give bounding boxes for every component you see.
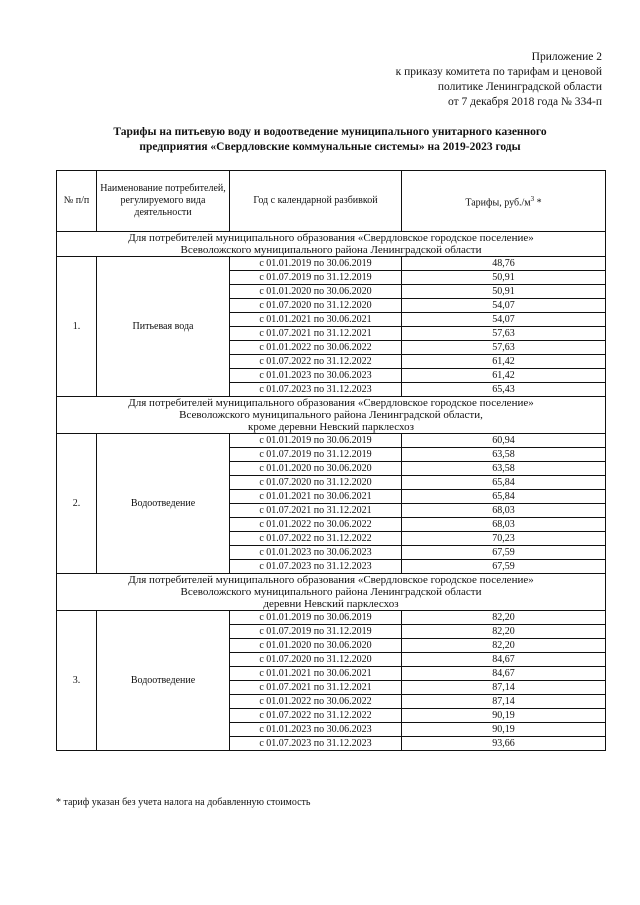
table-row: [57, 257, 606, 271]
period-cell: с 01.07.2022 по 31.12.2022: [230, 709, 402, 723]
period-cell: с 01.07.2023 по 31.12.2023: [230, 737, 402, 751]
footnote: * тариф указан без учета налога на добавленную стоимость: [56, 797, 311, 808]
period-cell: с 01.01.2019 по 30.06.2019: [230, 257, 402, 271]
tariff-cell: 65,84: [402, 476, 606, 490]
tariff-cell: 90,19: [402, 709, 606, 723]
tariff-cell: 84,67: [402, 667, 606, 681]
tariff-cell: 61,42: [402, 369, 606, 383]
period-cell: с 01.07.2021 по 31.12.2021: [230, 681, 402, 695]
period-cell: с 01.01.2021 по 30.06.2021: [230, 313, 402, 327]
header-tariff: [402, 171, 606, 232]
period-cell: с 01.07.2019 по 31.12.2019: [230, 271, 402, 285]
period-cell: с 01.01.2019 по 30.06.2019: [230, 434, 402, 448]
service-name: Водоотведение: [97, 611, 230, 751]
period-cell: с 01.01.2019 по 30.06.2019: [230, 611, 402, 625]
tariff-cell: 54,07: [402, 313, 606, 327]
section-heading: [57, 397, 606, 434]
tariff-cell: 57,63: [402, 327, 606, 341]
appendix-line: Приложение 2: [531, 51, 602, 63]
row-number: 2.: [57, 434, 97, 574]
header-tariff-label: Тарифы, руб./м: [465, 197, 531, 209]
section-heading-line: Всеволожского муниципального района Ленинградской области: [180, 586, 482, 598]
title-line: предприятия «Свердловские коммунальные системы» на 2019-2023 годы: [139, 141, 521, 153]
table-header-row: [57, 171, 606, 232]
section-heading-line: деревни Невский парклесхоз: [263, 598, 399, 610]
service-name: Водоотведение: [97, 434, 230, 574]
section-heading: [57, 232, 606, 257]
period-cell: с 01.07.2023 по 31.12.2023: [230, 383, 402, 397]
tariff-cell: 67,59: [402, 560, 606, 574]
period-cell: с 01.07.2019 по 31.12.2019: [230, 625, 402, 639]
section-heading-row: [57, 397, 606, 434]
period-cell: с 01.01.2020 по 30.06.2020: [230, 285, 402, 299]
tariff-cell: 82,20: [402, 625, 606, 639]
service-name: Питьевая вода: [97, 257, 230, 397]
tariff-cell: 50,91: [402, 271, 606, 285]
tariff-cell: 84,67: [402, 653, 606, 667]
period-cell: с 01.07.2020 по 31.12.2020: [230, 653, 402, 667]
header-num: № п/п: [57, 171, 97, 232]
tariff-cell: 54,07: [402, 299, 606, 313]
tariff-cell: 60,94: [402, 434, 606, 448]
period-cell: с 01.01.2023 по 30.06.2023: [230, 546, 402, 560]
tariff-cell: 65,43: [402, 383, 606, 397]
section-heading-line: Для потребителей муниципального образования «Свердловское городское поселение»: [128, 397, 534, 409]
period-cell: с 01.07.2019 по 31.12.2019: [230, 448, 402, 462]
section-heading-line: Для потребителей муниципального образования «Свердловское городское поселение»: [128, 574, 534, 586]
tariff-cell: 70,23: [402, 532, 606, 546]
table-body: [57, 232, 606, 751]
document-title: [60, 125, 600, 155]
appendix-line: от 7 декабря 2018 года № 334-п: [448, 96, 602, 108]
tariff-cell: 87,14: [402, 681, 606, 695]
period-cell: с 01.07.2020 по 31.12.2020: [230, 476, 402, 490]
header-tariff-sup: 3: [530, 194, 535, 203]
title-line: Тарифы на питьевую воду и водоотведение муниципального унитарного казенного: [113, 126, 547, 138]
period-cell: с 01.07.2020 по 31.12.2020: [230, 299, 402, 313]
period-cell: с 01.07.2022 по 31.12.2022: [230, 355, 402, 369]
tariff-cell: 93,66: [402, 737, 606, 751]
period-cell: с 01.01.2020 по 30.06.2020: [230, 639, 402, 653]
period-cell: с 01.01.2020 по 30.06.2020: [230, 462, 402, 476]
section-heading-row: [57, 232, 606, 257]
row-number: 1.: [57, 257, 97, 397]
period-cell: с 01.01.2021 по 30.06.2021: [230, 490, 402, 504]
section-heading-line: Для потребителей муниципального образования «Свердловское городское поселение»: [128, 232, 534, 244]
section-heading-line: кроме деревни Невский парклесхоз: [248, 421, 414, 433]
tariff-table: [56, 170, 606, 751]
tariff-cell: 65,84: [402, 490, 606, 504]
tariff-cell: 50,91: [402, 285, 606, 299]
header-tariff-mark: *: [534, 197, 542, 209]
period-cell: с 01.07.2021 по 31.12.2021: [230, 327, 402, 341]
section-heading: [57, 574, 606, 611]
tariff-cell: 67,59: [402, 546, 606, 560]
period-cell: с 01.01.2022 по 30.06.2022: [230, 518, 402, 532]
section-heading-line: Всеволожского муниципального района Ленинградской области,: [179, 409, 483, 421]
tariff-cell: 68,03: [402, 518, 606, 532]
tariff-cell: 48,76: [402, 257, 606, 271]
header-name: Наименование потребителей, регулируемого вида деятельности: [97, 171, 230, 232]
period-cell: с 01.07.2022 по 31.12.2022: [230, 532, 402, 546]
section-heading-line: Всеволожского муниципального района Ленинградской области: [180, 244, 482, 256]
period-cell: с 01.01.2022 по 30.06.2022: [230, 341, 402, 355]
tariff-cell: 82,20: [402, 611, 606, 625]
appendix-line: политике Ленинградской области: [437, 81, 602, 93]
tariff-cell: 68,03: [402, 504, 606, 518]
table-row: [57, 611, 606, 625]
tariff-cell: 61,42: [402, 355, 606, 369]
header-period: Год с календарной разбивкой: [230, 171, 402, 232]
tariff-cell: 63,58: [402, 448, 606, 462]
period-cell: с 01.01.2022 по 30.06.2022: [230, 695, 402, 709]
period-cell: с 01.07.2023 по 31.12.2023: [230, 560, 402, 574]
tariff-cell: 82,20: [402, 639, 606, 653]
period-cell: с 01.07.2021 по 31.12.2021: [230, 504, 402, 518]
tariff-cell: 57,63: [402, 341, 606, 355]
tariff-cell: 87,14: [402, 695, 606, 709]
appendix-note: [342, 50, 602, 110]
appendix-line: к приказу комитета по тарифам и ценовой: [395, 66, 602, 78]
table-row: [57, 434, 606, 448]
period-cell: с 01.01.2023 по 30.06.2023: [230, 369, 402, 383]
period-cell: с 01.01.2023 по 30.06.2023: [230, 723, 402, 737]
section-heading-row: [57, 574, 606, 611]
tariff-cell: 90,19: [402, 723, 606, 737]
row-number: 3.: [57, 611, 97, 751]
period-cell: с 01.01.2021 по 30.06.2021: [230, 667, 402, 681]
tariff-cell: 63,58: [402, 462, 606, 476]
